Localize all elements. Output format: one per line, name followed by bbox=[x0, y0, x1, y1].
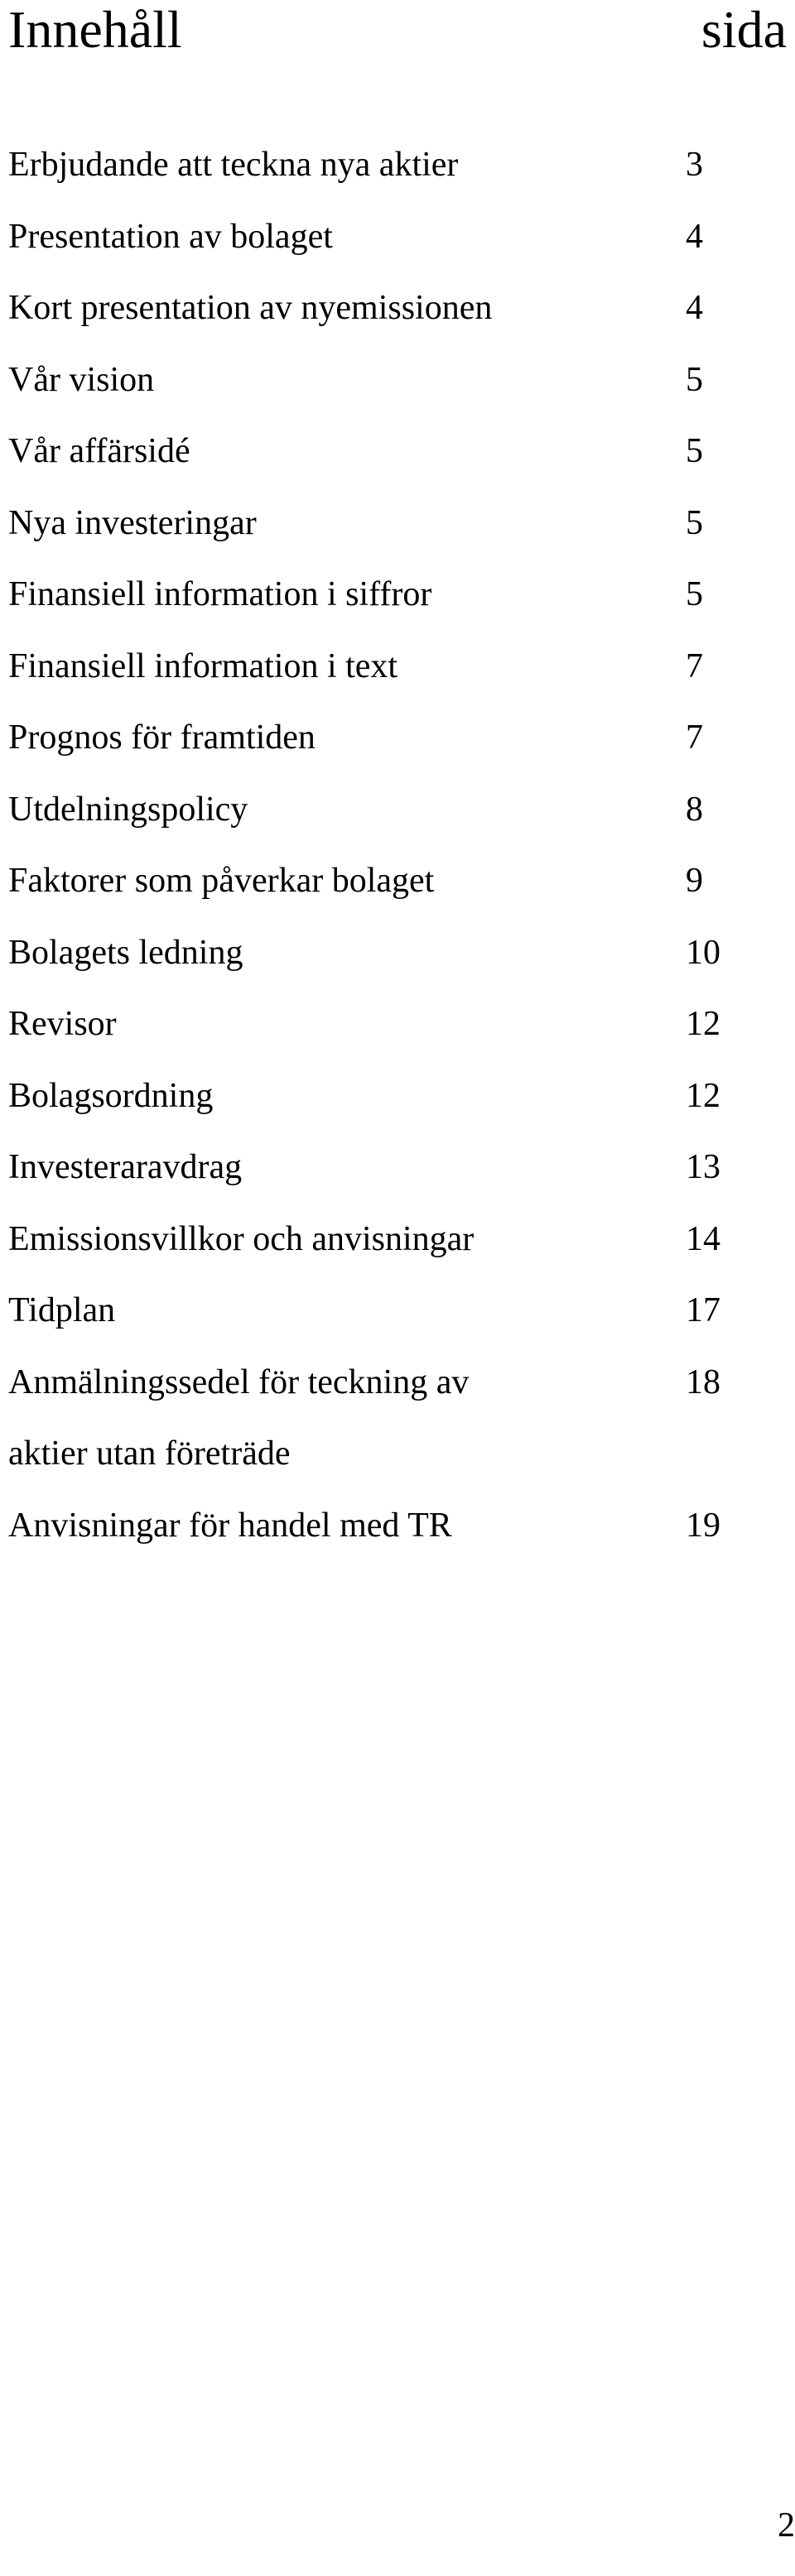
toc-entry-page: 14 bbox=[686, 1219, 720, 1258]
toc-entry-title: Anvisningar för handel med TR bbox=[8, 1506, 452, 1545]
toc-entry-title: Erbjudande att teckna nya aktier bbox=[8, 146, 459, 184]
toc-entry-page: 4 bbox=[686, 217, 703, 256]
page-title: Innehåll bbox=[8, 0, 182, 59]
toc-entry-title: Finansiell information i text bbox=[8, 646, 398, 685]
toc-entry-title: Presentation av bolaget bbox=[8, 217, 333, 256]
toc-entry-page: 9 bbox=[686, 862, 703, 900]
toc-entry-title: Finansiell information i siffror bbox=[8, 575, 432, 613]
toc-entry-title: Tidplan bbox=[8, 1291, 116, 1329]
toc-entry-page: 18 bbox=[686, 1362, 720, 1401]
toc-entry-page: 5 bbox=[686, 432, 703, 470]
toc-entry-title: Anmälningssedel för teckning av aktier utan företräde bbox=[8, 1362, 470, 1473]
toc-entry-page: 3 bbox=[686, 146, 703, 184]
toc-entry-page: 12 bbox=[686, 1005, 720, 1043]
toc-entry bbox=[8, 631, 787, 703]
toc-entry bbox=[8, 1275, 787, 1347]
toc-entry bbox=[8, 988, 787, 1060]
toc-entry-page: 5 bbox=[686, 575, 703, 613]
toc-entry-page: 12 bbox=[686, 1076, 720, 1115]
toc-entry-title: Revisor bbox=[8, 1005, 117, 1043]
page-number: 2 bbox=[778, 2506, 795, 2545]
toc-entry-page: 19 bbox=[686, 1506, 720, 1545]
toc-entry-page: 17 bbox=[686, 1291, 720, 1329]
toc-entry bbox=[8, 1060, 787, 1132]
toc-entry-title: Emissionsvillkor och anvisningar bbox=[8, 1219, 475, 1258]
toc-entry bbox=[8, 1204, 787, 1276]
toc-entry-page: 4 bbox=[686, 289, 703, 327]
toc-entry-title: Vår affärsidé bbox=[8, 432, 190, 470]
toc-entry-title: Utdelningspolicy bbox=[8, 790, 248, 829]
toc-entry bbox=[8, 416, 787, 488]
toc-entry-title: Investeraravdrag bbox=[8, 1148, 243, 1186]
toc-header bbox=[8, 0, 787, 66]
toc-entry bbox=[8, 129, 787, 201]
toc-entry-title: Nya investeringar bbox=[8, 503, 257, 542]
toc-entry-page: 5 bbox=[686, 360, 703, 399]
toc-entry-title: Faktorer som påverkar bolaget bbox=[8, 862, 435, 900]
toc-entry bbox=[8, 488, 787, 560]
page-column-label: sida bbox=[701, 0, 787, 59]
toc-entry-page: 10 bbox=[686, 933, 720, 972]
toc-entry-page: 5 bbox=[686, 503, 703, 542]
toc-entry-page: 13 bbox=[686, 1148, 720, 1186]
toc-entry bbox=[8, 1490, 787, 1562]
toc-entry-page: 7 bbox=[686, 718, 703, 757]
toc-entry-title: Bolagsordning bbox=[8, 1076, 214, 1115]
toc-entry bbox=[8, 917, 787, 989]
table-of-contents bbox=[8, 129, 787, 1561]
toc-entry bbox=[8, 845, 787, 917]
toc-entry-title: Kort presentation av nyemissionen bbox=[8, 289, 493, 327]
toc-entry bbox=[8, 702, 787, 774]
toc-entry-page: 8 bbox=[686, 790, 703, 829]
toc-entry-title: Prognos för framtiden bbox=[8, 718, 316, 757]
toc-entry bbox=[8, 774, 787, 846]
toc-entry bbox=[8, 1347, 787, 1490]
toc-entry-title: Bolagets ledning bbox=[8, 933, 243, 972]
toc-entry bbox=[8, 1132, 787, 1204]
toc-entry bbox=[8, 559, 787, 631]
toc-entry-page: 7 bbox=[686, 646, 703, 685]
toc-entry bbox=[8, 272, 787, 344]
toc-entry bbox=[8, 344, 787, 416]
toc-entry bbox=[8, 201, 787, 273]
toc-entry-title: Vår vision bbox=[8, 360, 155, 399]
